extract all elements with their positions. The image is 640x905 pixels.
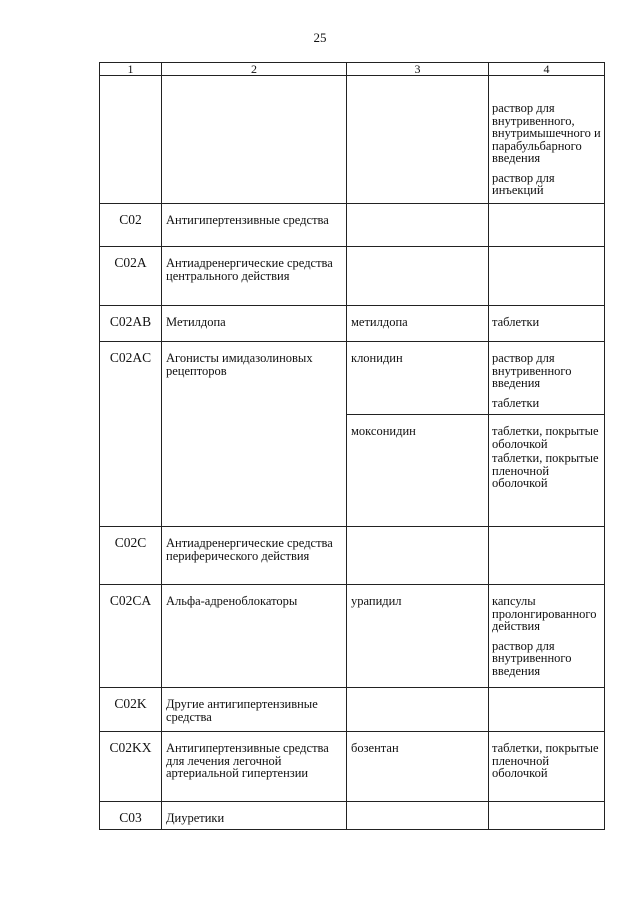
header-col-2: 2 — [162, 63, 347, 76]
group-name: Метилдопа — [162, 306, 347, 342]
dosage-forms — [489, 204, 605, 247]
table-row — [100, 204, 605, 247]
header-col-4: 4 — [489, 63, 605, 76]
table-row — [100, 306, 605, 342]
drug-name — [347, 802, 489, 830]
group-name: Антиадренергические средства периферического действия — [162, 527, 347, 585]
group-name: Другие антигипертензивные средства — [162, 688, 347, 732]
atc-code — [100, 76, 162, 204]
dosage-forms — [489, 688, 605, 732]
header-col-1: 1 — [100, 63, 162, 76]
page-number: 25 — [313, 30, 327, 45]
dosage-form: раствор для внутривенного, внутримышечного и парабульбарного введения — [492, 101, 601, 165]
header-row — [100, 63, 605, 76]
group-name: Альфа-адреноблокаторы — [162, 585, 347, 688]
atc-code: C02KX — [100, 732, 162, 802]
dosage-forms — [489, 802, 605, 830]
atc-code: C02K — [100, 688, 162, 732]
dosage-forms — [489, 415, 605, 527]
atc-code: C02A — [100, 247, 162, 306]
dosage-form: раствор для внутривенного введения — [492, 351, 572, 390]
group-name: Диуретики — [162, 802, 347, 830]
table-row — [100, 342, 605, 415]
dosage-form: раствор для внутривенного введения — [492, 638, 572, 678]
atc-code: C02CA — [100, 585, 162, 688]
table-row — [100, 732, 605, 802]
dosage-form: таблетки — [492, 395, 540, 410]
group-name: Антигипертензивные средства — [162, 204, 347, 247]
group-name: Антигипертензивные средства для лечения легочной артериальной гипертензии — [162, 732, 347, 802]
dosage-form: таблетки — [492, 315, 540, 329]
dosage-forms — [489, 247, 605, 306]
drug-name: бозентан — [347, 732, 489, 802]
drug-name: моксонидин — [347, 415, 489, 527]
table-row — [100, 688, 605, 732]
drug-table — [99, 62, 605, 830]
group-name: Антиадренергические средства центрального действия — [162, 247, 347, 306]
drug-name — [347, 688, 489, 732]
atc-code: C03 — [100, 802, 162, 830]
dosage-form: таблетки, покрытые пленочной оболочкой — [492, 741, 599, 780]
group-name: Агонисты имидазолиновых рецепторов — [162, 342, 347, 527]
dosage-forms — [489, 585, 605, 688]
drug-name — [347, 204, 489, 247]
dosage-form: раствор для инъекций — [492, 170, 555, 197]
dosage-forms — [489, 306, 605, 342]
table-row — [100, 802, 605, 830]
drug-name: метилдопа — [347, 306, 489, 342]
drug-name — [347, 247, 489, 306]
drug-name — [347, 527, 489, 585]
dosage-forms — [489, 732, 605, 802]
table-row — [100, 247, 605, 306]
atc-code: C02AC — [100, 342, 162, 527]
drug-name — [347, 76, 489, 204]
dosage-forms — [489, 76, 605, 204]
group-name — [162, 76, 347, 204]
dosage-forms — [489, 342, 605, 415]
table-row — [100, 527, 605, 585]
atc-code: C02C — [100, 527, 162, 585]
atc-code: C02 — [100, 204, 162, 247]
dosage-form: таблетки, покрытые оболочкой — [492, 424, 599, 451]
dosage-form: таблетки, покрытые пленочной оболочкой — [492, 451, 599, 490]
table-row — [100, 76, 605, 204]
header-col-3: 3 — [347, 63, 489, 76]
table-row — [100, 585, 605, 688]
drug-name: урапидил — [347, 585, 489, 688]
dosage-forms — [489, 527, 605, 585]
dosage-form: капсулы пролонгированного действия — [492, 594, 597, 633]
atc-code: C02AB — [100, 306, 162, 342]
drug-name: клонидин — [347, 342, 489, 415]
